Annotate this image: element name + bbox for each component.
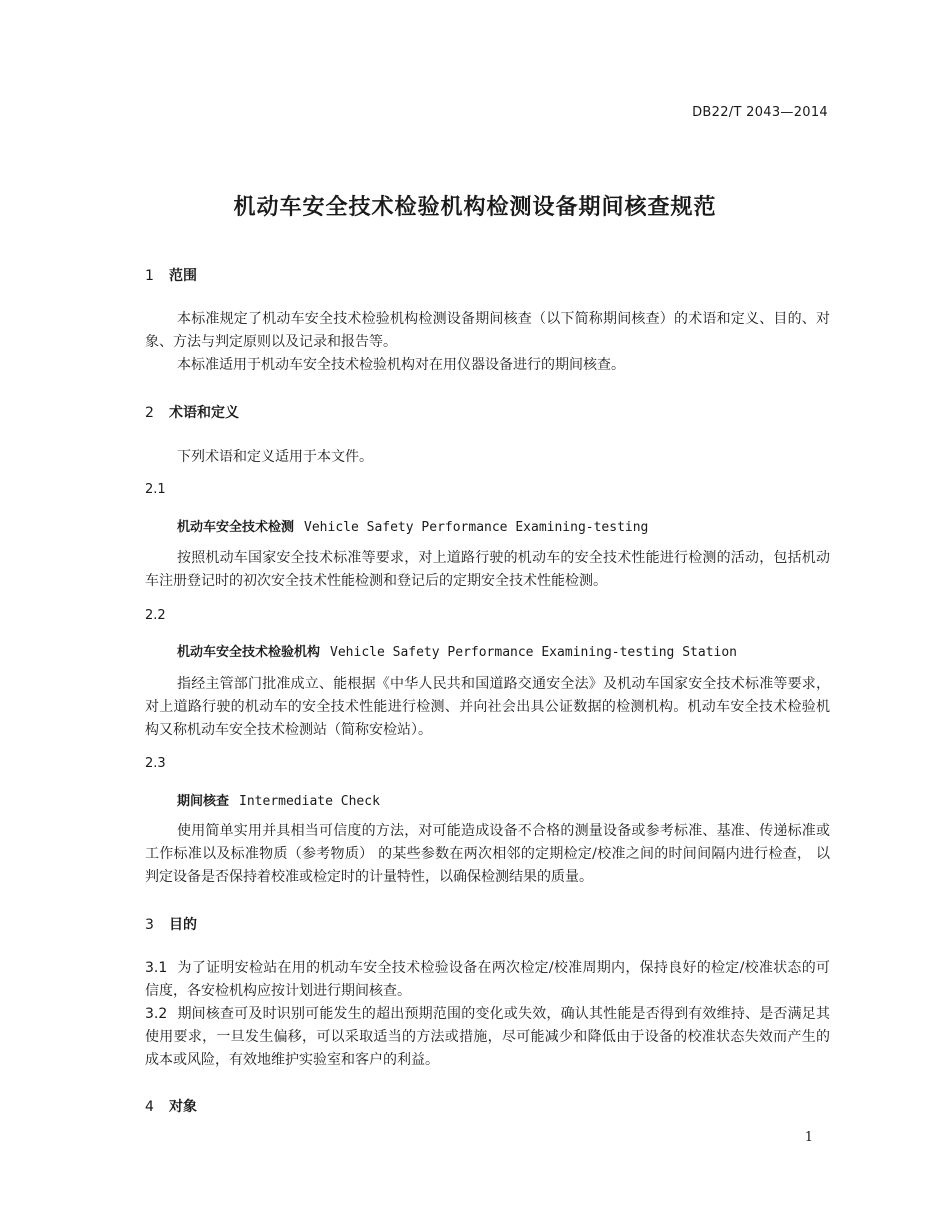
section-number: 2: [145, 405, 154, 421]
section-1-heading: [145, 265, 197, 285]
section-4-heading: [145, 1096, 197, 1116]
section-title: 目的: [169, 917, 197, 933]
page-number: 1: [804, 1130, 813, 1145]
document-title: 机动车安全技术检验机构检测设备期间核查规范: [233, 195, 717, 220]
term-2-1-definition: 按照机动车国家安全技术标准等要求，对上道路行驶的机动车的安全技术性能进行检测的活动，包括机动车注册登记时的初次安全技术性能检测和登记后的定期安全技术性能检测。: [145, 550, 830, 589]
section-3-heading: [145, 914, 197, 934]
section-number: 3: [145, 917, 154, 933]
section-2-heading: [145, 402, 239, 422]
section-1-paragraph-1: 本标准规定了机动车安全技术检验机构检测设备期间核查（以下简称期间核查）的术语和定义、目的、对象、方法与判定原则以及记录和报告等。: [145, 311, 830, 350]
term-2-1: [177, 516, 648, 535]
term-2-3: [177, 790, 380, 809]
term-en: Vehicle Safety Performance Examining-testing Station: [330, 645, 738, 660]
term-en: Intermediate Check: [239, 794, 380, 809]
section-title: 对象: [169, 1099, 197, 1115]
document-code: DB22/T 2043—2014: [692, 105, 828, 120]
term-en: Vehicle Safety Performance Examining-testing: [304, 520, 649, 535]
clause-3-1: [145, 957, 830, 1003]
term-2-3-definition: 使用简单实用并具相当可信度的方法，对可能造成设备不合格的测量设备或参考标准、基准、传递标准或工作标准以及标准物质（参考物质） 的某些参数在两次相邻的定期检定/校准之间的时间间隔内进行检查， 以判定设备是否保持着校准或检定时的计量特性，以确保检测结果的质量。: [145, 823, 830, 885]
clause-text: 为了证明安检站在用的机动车安全技术检验设备在两次检定/校准周期内，保持良好的检定/校准状态的可信度，各安检机构应按计划进行期间核查。: [145, 960, 830, 999]
section-number: 1: [145, 268, 154, 284]
section-1-paragraph-2: 本标准适用于机动车安全技术检验机构对在用仪器设备进行的期间核查。: [177, 357, 625, 373]
section-number: 4: [145, 1099, 154, 1115]
section-title: 术语和定义: [169, 405, 239, 421]
term-2-2-number: 2.2: [145, 608, 166, 623]
section-2-intro: 下列术语和定义适用于本文件。: [177, 449, 373, 465]
term-2-1-number: 2.1: [145, 482, 166, 497]
term-2-3-number: 2.3: [145, 756, 166, 771]
clause-number: 3.1: [145, 960, 168, 976]
term-zh: 机动车安全技术检测: [177, 520, 295, 535]
clause-text: 期间核查可及时识别可能发生的超出预期范围的变化或失效，确认其性能是否得到有效维持、是否满足其使用要求，一旦发生偏移，可以采取适当的方法或措施，尽可能减少和降低由于设备的校准状态失效而产生的成本或风险，有效地维护实验室和客户的利益。: [145, 1006, 830, 1068]
term-2-2-definition: 指经主管部门批准成立、能根据《中华人民共和国道路交通安全法》及机动车国家安全技术标准等要求，对上道路行驶的机动车的安全技术性能进行检测、并向社会出具公证数据的检测机构。机动车安全技术检验机构又称机动车安全技术检测站（简称安检站）。: [145, 676, 830, 738]
term-zh: 机动车安全技术检验机构: [177, 645, 321, 660]
clause-3-2: [145, 1003, 830, 1072]
term-zh: 期间核查: [177, 794, 230, 809]
section-title: 范围: [169, 268, 197, 284]
clause-number: 3.2: [145, 1006, 168, 1022]
term-2-2: [177, 641, 737, 660]
